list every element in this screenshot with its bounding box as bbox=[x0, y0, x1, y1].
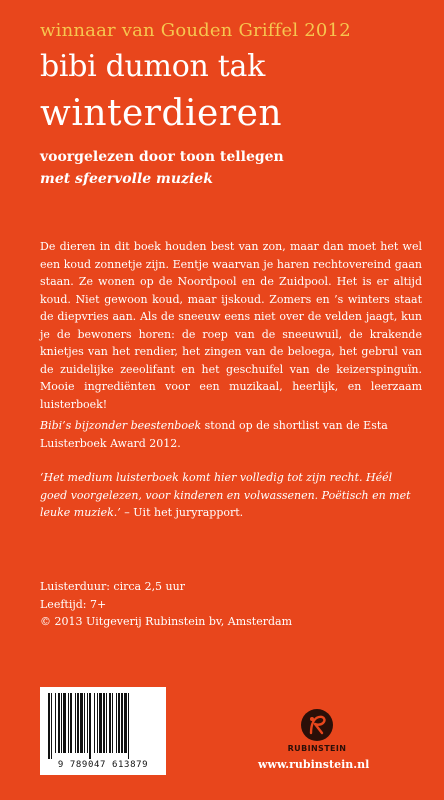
listening-duration: Luisterduur: circa 2,5 uur bbox=[40, 580, 185, 593]
shortlist-note bbox=[40, 417, 422, 452]
isbn-digits: 9 789047 613879 bbox=[57, 760, 149, 770]
barcode-bar bbox=[87, 693, 88, 753]
copyright-line: © 2013 Uitgeverij Rubinstein bv, Amsterdam bbox=[40, 615, 293, 628]
barcode-bar bbox=[103, 693, 105, 753]
shortlist-book-title: Bibi’s bijzonder beestenboek bbox=[40, 419, 202, 432]
barcode-bar bbox=[99, 693, 102, 753]
book-title: winterdieren bbox=[40, 93, 283, 134]
author-name: bibi dumon tak bbox=[40, 49, 265, 84]
barcode-bar bbox=[61, 693, 62, 753]
barcode-bar bbox=[94, 693, 95, 753]
shortlist-text: stond op de shortlist van de Esta Luisterboek Award 2012. bbox=[40, 419, 388, 450]
jury-quote-source: – Uit het juryrapport. bbox=[120, 506, 244, 519]
reader-credit: voorgelezen door toon tellegen bbox=[40, 149, 284, 165]
barcode-bar bbox=[48, 693, 50, 759]
barcode-bar bbox=[51, 693, 52, 759]
book-meta bbox=[40, 578, 292, 631]
barcode-bar bbox=[109, 693, 111, 753]
award-line: winnaar van Gouden Griffel 2012 bbox=[40, 20, 351, 41]
barcode-bar bbox=[112, 693, 113, 753]
barcode-bar bbox=[128, 693, 129, 759]
barcode-bar bbox=[84, 693, 85, 753]
barcode-bar bbox=[55, 693, 56, 753]
publisher-website[interactable]: www.rubinstein.nl bbox=[258, 758, 370, 771]
music-note: met sfeervolle muziek bbox=[40, 171, 213, 187]
barcode-bars bbox=[46, 693, 160, 759]
publisher-name: RUBINSTEIN bbox=[287, 744, 347, 753]
barcode-bar bbox=[63, 693, 66, 753]
jury-quote bbox=[40, 469, 422, 522]
barcode-bar bbox=[70, 693, 72, 753]
barcode-bar bbox=[116, 693, 117, 753]
barcode-bar bbox=[97, 693, 98, 753]
jury-quote-text: ‘Het medium luisterboek komt hier volledig tot zijn recht. Héél goed voorgelezen, voor kinderen en volwassenen. Poëtisch en met leuke muziek.’ bbox=[40, 471, 411, 519]
barcode-bar bbox=[89, 693, 91, 759]
age-rating: Leeftijd: 7+ bbox=[40, 597, 107, 611]
barcode-bar bbox=[118, 693, 120, 753]
barcode-bar bbox=[121, 693, 123, 753]
book-description: De dieren in dit boek houden best van zon, maar dan moet het wel een koud zonnetje zijn. Eentje waarvan je haren rechtovereind gaan staan. Ze wonen op de Noordpool en de Zuidpool. Het is er altijd koud. Niet gewoon koud, maar ijskoud. Zomers en ’s winters staat de diepvries aan. Als de sneeuw eens niet over de velden jaagt, kun je de bewoners horen: de roep van de sneeuwuil, de krakende knietjes van het rendier, het zingen van de beloega, het gebrul van de zuidelijke zeeolifant en het geschuifel van de keizerspinguïn. Mooie ingrediënten voor een muzikaal, heerlijk, en leerzaam luisterboek! bbox=[40, 240, 422, 411]
barcode-bar bbox=[124, 693, 127, 753]
barcode-bar bbox=[75, 693, 76, 753]
barcode-bar bbox=[80, 693, 83, 753]
barcode-bar bbox=[58, 693, 60, 753]
rubinstein-logo-icon bbox=[300, 708, 334, 742]
barcode-bar bbox=[68, 693, 69, 753]
isbn-barcode bbox=[40, 687, 166, 775]
barcode-bar bbox=[106, 693, 107, 753]
barcode-bar bbox=[77, 693, 79, 753]
